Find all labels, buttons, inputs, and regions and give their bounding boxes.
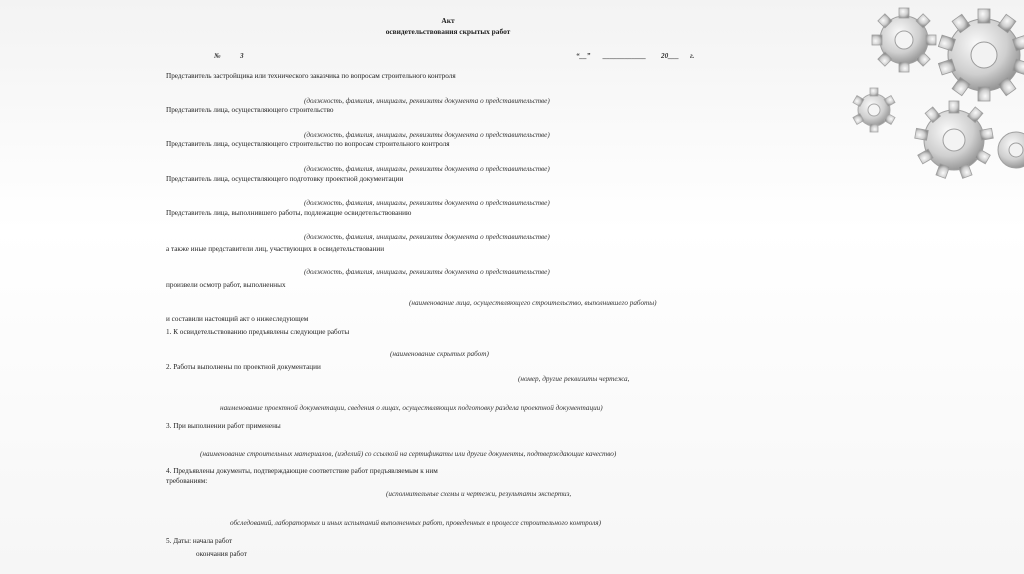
- hint-item-3: (наименование строительных материалов, (изделий) со ссылкой на сертификаты или другие документы, подтверждающие качество): [200, 450, 617, 458]
- hint-performer-rep: (должность, фамилия, инициалы, реквизиты документа о представительстве): [304, 233, 550, 241]
- hint-designer-rep: (должность, фамилия, инициалы, реквизиты документа о представительстве): [304, 199, 550, 207]
- row-builder-control-rep: Представитель лица, осуществляющего строительство по вопросам строительного контроля: [166, 140, 450, 148]
- hint-item-4a: (исполнительные схемы и чертежи, результаты экспертиз,: [386, 490, 572, 498]
- date-day: “__”: [576, 52, 591, 60]
- hint-developer-rep: (должность, фамилия, инициалы, реквизиты документа о представительстве): [304, 97, 550, 105]
- row-item-5: 5. Даты: начала работ: [166, 537, 233, 545]
- document-title: Акт: [441, 16, 455, 25]
- row-item-2: 2. Работы выполнены по проектной документации: [166, 363, 321, 371]
- hint-item-1: (наименование скрытых работ): [390, 350, 489, 358]
- date-year: 20___: [661, 52, 679, 60]
- row-builder-rep: Представитель лица, осуществляющего строительство: [166, 106, 334, 114]
- hint-other-reps: (должность, фамилия, инициалы, реквизиты документа о представительстве): [304, 268, 550, 276]
- row-item-4b: требованиям:: [166, 477, 208, 485]
- row-developer-rep: Представитель застройщика или технического заказчика по вопросам строительного контроля: [166, 72, 456, 80]
- row-item-1: 1. К освидетельствованию предъявлены следующие работы: [166, 328, 350, 336]
- row-item-3: 3. При выполнении работ применены: [166, 422, 281, 430]
- row-item-5b: окончания работ: [196, 550, 247, 558]
- row-compiled: и составили настоящий акт о нижеследующем: [166, 315, 309, 323]
- hint-inspected: (наименование лица, осуществляющего строительство, выполнившего работы): [409, 299, 657, 307]
- hint-builder-rep: (должность, фамилия, инициалы, реквизиты документа о представительстве): [304, 131, 550, 139]
- number-value: 3: [240, 52, 244, 60]
- document-subtitle: освидетельствования скрытых работ: [385, 27, 511, 36]
- hint-item-2b: наименование проектной документации, сведения о лицах, осуществляющих подготовку раздела проектной документации): [220, 404, 603, 412]
- row-designer-rep: Представитель лица, осуществляющего подготовку проектной документации: [166, 175, 404, 183]
- number-label: №: [214, 52, 221, 60]
- row-other-reps: а также иные представители лиц, участвующих в освидетельствовании: [166, 245, 385, 253]
- date-month-blank: ____________: [603, 52, 647, 60]
- row-inspected: произвели осмотр работ, выполненных: [166, 281, 286, 289]
- date-suffix: г.: [690, 52, 695, 60]
- hint-item-4b: обследований, лабораторных и иных испытаний выполненных работ, проведенных в процессе строительного контроля): [230, 519, 601, 527]
- hint-item-2a: (номер, другие реквизиты чертежа,: [518, 375, 630, 383]
- hint-builder-control-rep: (должность, фамилия, инициалы, реквизиты документа о представительстве): [304, 165, 550, 173]
- row-performer-rep: Представитель лица, выполнившего работы, подлежащие освидетельствованию: [166, 209, 412, 217]
- row-item-4: 4. Предъявлены документы, подтверждающие соответствие работ предъявляемым к ним: [166, 467, 438, 475]
